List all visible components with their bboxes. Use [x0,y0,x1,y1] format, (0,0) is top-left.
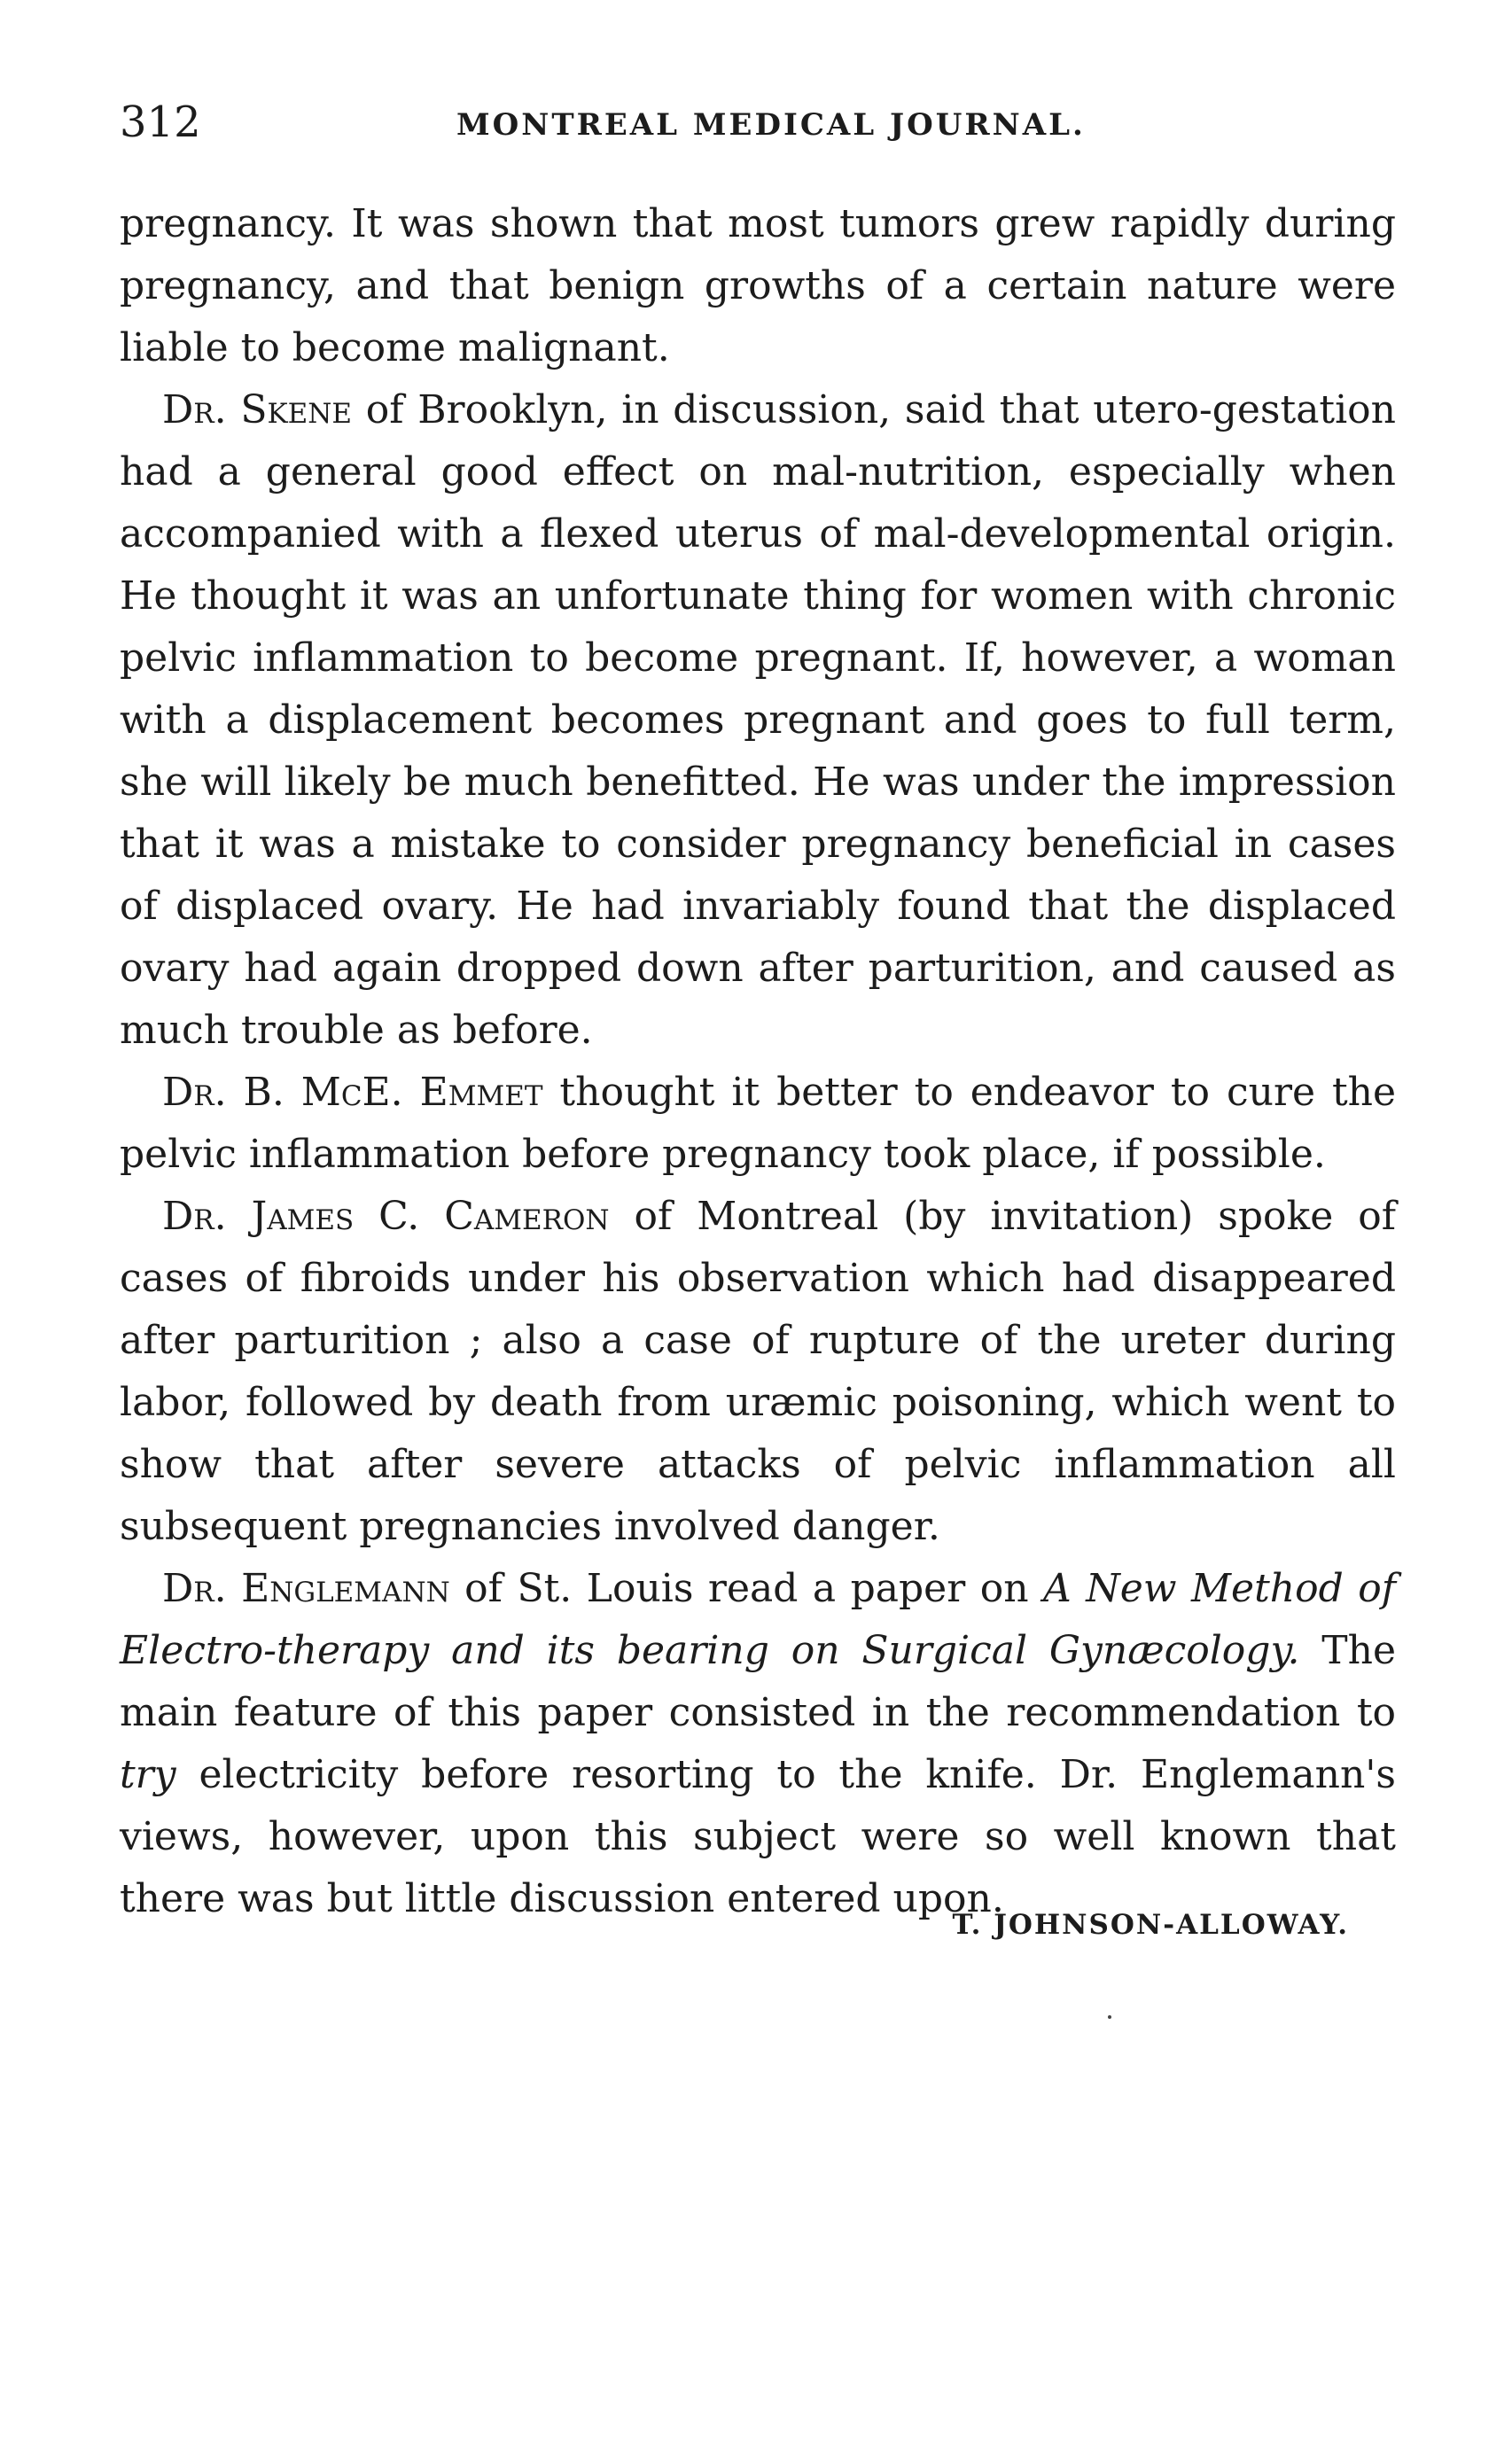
speaker-name: Dr. B. McE. Emmet [162,1070,543,1115]
speaker-name: Dr. Englemann [162,1566,450,1611]
paragraph-3 [120,1062,1396,1186]
speaker-name: Dr. James C. Cameron [162,1194,610,1239]
paragraph-text: pregnancy. It was shown that most tumors grew rapidly during pregnancy, and that benign growths of a certain nature were liable to become malignant. [120,201,1396,370]
paragraph-text: electricity before resorting to the knife. Dr. Englemann's views, however, upon this subject were so well known that there was but little discussion entered upon. [120,1752,1396,1921]
paragraph-2 [120,379,1396,1062]
page-number: 312 [120,97,201,147]
paragraph-text: of Brooklyn, in discussion, said that utero-gestation had a general good effect on mal-nutrition, especially when accompanied with a flexed uterus of mal-developmental origin. He thought it was an unfortunate thing for women with chronic pelvic inflammation to become pregnant. If, however, a woman with a displacement becomes pregnant and goes to full term, she will likely be much benefitted. He was under the impression that it was a mistake to consider pregnancy beneficial in cases of displaced ovary. He had invariably found that the displaced ovary had again dropped down after parturition, and caused as much trouble as before. [120,387,1397,1053]
paragraph-5 [120,1558,1396,1930]
speaker-name: Dr. Skene [162,387,353,432]
running-title: MONTREAL MEDICAL JOURNAL. [456,107,1086,143]
paper-title: A New Method of Electro-therapy and its bearing on Surgical Gynæcology. [120,1566,1397,1673]
article-body [120,193,1396,1930]
paragraph-4 [120,1186,1396,1558]
page-header [120,96,1396,158]
paragraph-text: thought it better to endeavor to cure the pelvic inflammation before pregnancy took place, if possible. [120,1070,1397,1177]
paragraph-1 [120,193,1396,379]
paragraph-text: The main feature of this paper consisted in the recommendation to [120,1628,1397,1735]
author-signature: T. JOHNSON-ALLOWAY. [952,1909,1349,1941]
paragraph-text: of St. Louis read a paper on [449,1566,1044,1611]
emphasis-word: try [120,1752,176,1797]
paragraph-text: of Montreal (by invitation) spoke of cases of fibroids under his observation which had disappeared after parturition ; also a case of rupture of the ureter during labor, followed by death from uræmic poisoning, which went to show that after severe attacks of pelvic inflammation all subsequent pregnancies involved danger. [120,1194,1396,1549]
print-speck [1108,2015,1111,2019]
